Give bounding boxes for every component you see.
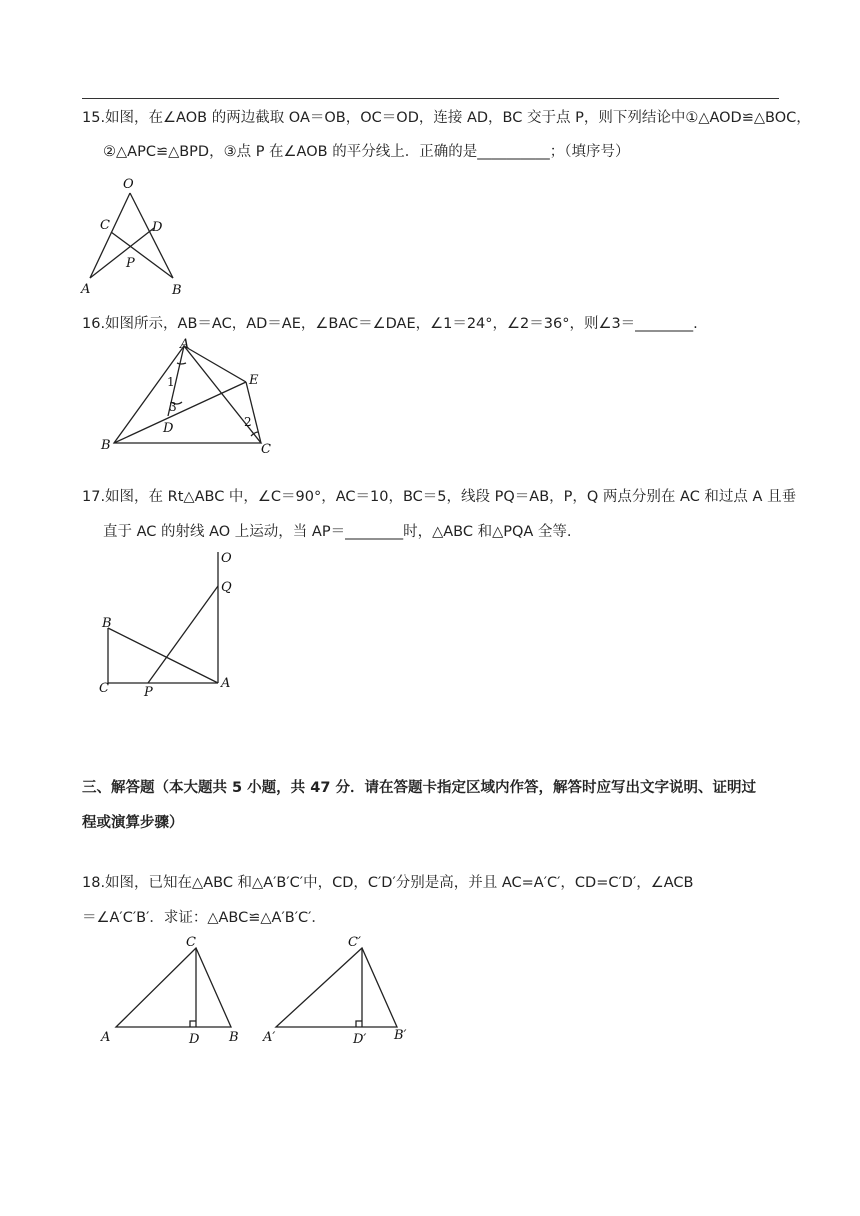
q18-right-label-d: D′ [353,1032,367,1047]
q17-label-a: A [221,676,231,691]
q15-label-o: O [123,177,134,192]
q15-label-a: A [81,282,91,297]
q17-label-b: B [102,616,112,631]
q17-label-o: O [221,551,232,566]
q18-left-right-angle-mark [190,1021,196,1027]
q18-right-label-c: C′ [348,935,361,950]
q15-label-d: D [152,220,163,235]
q18-left-label-c: C [186,935,196,950]
q16-angle-1-arc [177,363,186,364]
q16-text-line1: 16.如图所示，AB＝AC，AD＝AE，∠BAC＝∠DAE，∠1＝24°，∠2＝36°，则∠3＝________. [82,316,698,332]
section-3-heading-line1: 三、解答题（本大题共 5 小题，共 47 分．请在答题卡指定区域内作答，解答时应写出文字说明、证明过 [82,780,756,796]
q16-label-a: A [180,337,190,352]
q15-segment-ad [90,228,154,278]
q18-right-triangle-abc [276,948,397,1027]
q17-text-line1: 17.如图，在 Rt△ABC 中，∠C＝90°，AC＝10，BC＝5，线段 PQ＝AB，P，Q 两点分别在 AC 和过点 A 且垂 [82,489,797,505]
q16-label-c: C [261,442,271,457]
q17-text-line2: 直于 AC 的射线 AO 上运动，当 AP＝________时，△ABC 和△PQA 全等. [103,524,572,540]
q17-label-p: P [144,685,153,700]
q16-triangle-abc [114,346,261,443]
q17-label-c: C [99,681,109,696]
q18-right-right-angle-mark [356,1021,362,1027]
q15-label-p: P [126,256,135,271]
q17-segment-ab [108,628,218,683]
q17-figure [96,548,246,703]
q16-figure [98,336,288,456]
q16-label-3: 3 [169,400,177,414]
q18-text-line2: ＝∠A′C′B′．求证：△ABC≌△A′B′C′． [82,910,326,926]
q15-figure [78,176,188,296]
section-3-heading-line2: 程或演算步骤） [82,815,184,831]
q16-segment-ae [184,346,246,382]
q17-label-q: Q [221,580,232,595]
q15-label-c: C [100,218,110,233]
q15-text-line2: ②△APC≌△BPD，③点 P 在∠AOB 的平分线上．正确的是__________；（填序号） [103,144,630,160]
q16-label-b: B [101,438,111,453]
q17-segment-pq [148,586,218,683]
q18-left-label-d: D [189,1032,200,1047]
q18-text-line1: 18.如图，已知在△ABC 和△A′B′C′中，CD，C′D′分别是高，并且 AC=A′C′，CD=C′D′，∠ACB [82,875,694,891]
q18-figure-right [260,934,420,1046]
q18-left-label-b: B [229,1030,239,1045]
q18-right-label-b: B′ [394,1028,407,1043]
q15-side-oa [90,193,130,278]
q16-label-2: 2 [244,415,252,429]
q18-right-label-a: A′ [263,1030,276,1045]
q18-left-label-a: A [101,1030,111,1045]
q15-text-line1: 15.如图，在∠AOB 的两边截取 OA＝OB，OC＝OD，连接 AD，BC 交于点 P，则下列结论中①△AOD≌△BOC， [82,110,811,126]
header-rule [82,98,779,99]
q16-label-d: D [163,421,174,436]
q15-label-b: B [172,283,182,298]
q18-left-triangle-abc [116,948,231,1027]
q16-segment-be [114,382,246,443]
q16-label-e: E [249,373,259,388]
q16-label-1: 1 [167,375,175,389]
q18-figure-left [98,934,248,1046]
q15-side-ob [130,193,173,278]
